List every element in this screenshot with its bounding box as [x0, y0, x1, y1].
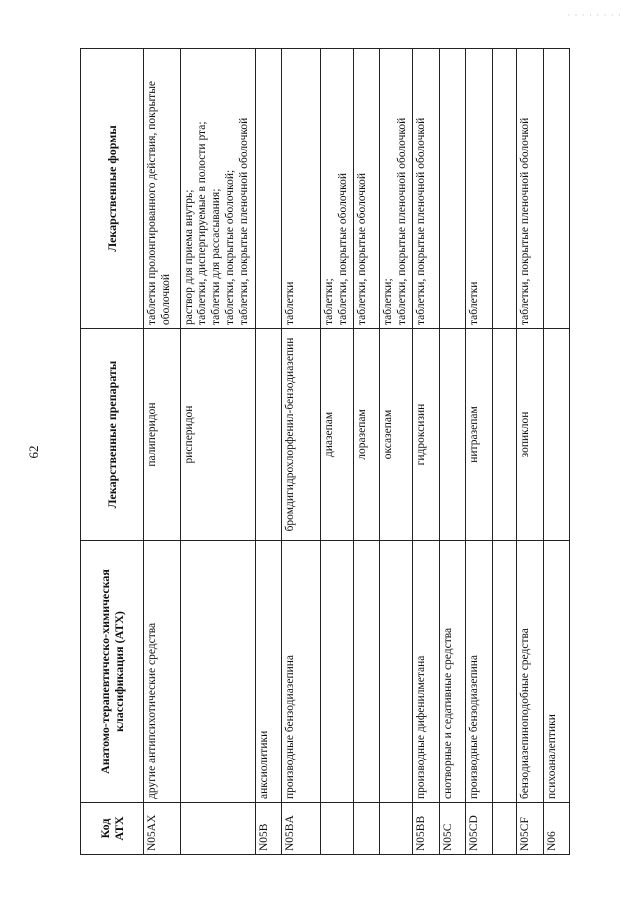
cell-forms — [144, 49, 181, 329]
dosage-form: таблетки — [468, 281, 481, 325]
table-row — [255, 49, 281, 855]
cell-classification: другие антипсихотические средства — [144, 541, 181, 803]
cell-classification — [353, 541, 379, 803]
cell-drug: оксазепам — [380, 329, 413, 541]
table-row — [543, 49, 569, 855]
cell-classification — [320, 541, 353, 803]
cell-forms — [413, 49, 439, 329]
cell-forms — [380, 49, 413, 329]
cell-forms — [180, 49, 255, 329]
cell-forms — [320, 49, 353, 329]
scan-mark: · · · · · · · · — [567, 10, 622, 20]
dosage-form: таблетки; — [322, 278, 335, 325]
cell-forms — [353, 49, 379, 329]
cell-classification: бензодиазепиноподобные средства — [517, 541, 543, 803]
table-row — [492, 49, 516, 855]
header-drugs: Лекарственные препараты — [81, 329, 144, 541]
cell-forms — [255, 49, 281, 329]
table-body — [144, 49, 570, 855]
cell-code: N05CF — [517, 803, 543, 855]
cell-code — [380, 803, 413, 855]
rotated-page — [80, 49, 570, 855]
cell-classification: производные бензодиазепина — [466, 541, 492, 803]
table-header-row — [81, 49, 144, 855]
atc-table — [80, 48, 570, 855]
dosage-form: таблетки для рассасывания; — [210, 188, 223, 325]
cell-drug — [492, 329, 516, 541]
cell-forms — [492, 49, 516, 329]
table-row — [180, 49, 255, 855]
cell-drug: бромдигидрохлорфенил-бензодиазепин — [282, 329, 321, 541]
dosage-form: таблетки, покрытые пленочной оболочкой — [396, 117, 409, 325]
table-row — [144, 49, 181, 855]
cell-classification — [180, 541, 255, 803]
header-code: Код АТХ — [81, 803, 144, 855]
dosage-form: таблетки, покрытые оболочкой — [355, 173, 368, 325]
cell-code: N05BB — [413, 803, 439, 855]
dosage-form: таблетки, покрытые оболочкой; — [223, 169, 236, 325]
cell-code — [320, 803, 353, 855]
cell-forms — [466, 49, 492, 329]
cell-drug: зопиклон — [517, 329, 543, 541]
dosage-form: таблетки; — [382, 278, 395, 325]
dosage-form: таблетки, покрытые пленочной оболочкой — [415, 117, 428, 325]
cell-code: N05BA — [282, 803, 321, 855]
cell-code — [492, 803, 516, 855]
table-row — [439, 49, 465, 855]
cell-classification: психоаналептики — [543, 541, 569, 803]
cell-drug: диазепам — [320, 329, 353, 541]
dosage-form: таблетки, покрытые пленочной оболочкой — [519, 117, 532, 325]
table-row — [466, 49, 492, 855]
cell-forms — [282, 49, 321, 329]
cell-classification: производные дифенилметана — [413, 541, 439, 803]
cell-code: N05B — [255, 803, 281, 855]
cell-drug: нитразепам — [466, 329, 492, 541]
cell-drug: гидроксизин — [413, 329, 439, 541]
table-row — [413, 49, 439, 855]
dosage-form: таблетки, покрытые пленочной оболочкой — [237, 117, 250, 325]
cell-classification: снотворные и седативные средства — [439, 541, 465, 803]
dosage-form: таблетки — [284, 281, 297, 325]
cell-forms — [517, 49, 543, 329]
cell-code: N05C — [439, 803, 465, 855]
table-row — [517, 49, 543, 855]
cell-code — [180, 803, 255, 855]
dosage-form: раствор для приема внутрь; — [182, 189, 195, 325]
cell-code: N05CD — [466, 803, 492, 855]
cell-code: N06 — [543, 803, 569, 855]
cell-code: N05AX — [144, 803, 181, 855]
header-forms: Лекарственные формы — [81, 49, 144, 329]
cell-drug — [255, 329, 281, 541]
dosage-form: таблетки, диспергируемые в полости рта; — [196, 121, 209, 325]
table-row — [282, 49, 321, 855]
dosage-form: таблетки пролонгированного действия, покрытые оболочкой — [146, 80, 172, 325]
dosage-form: таблетки, покрытые оболочкой — [336, 173, 349, 325]
table-row — [380, 49, 413, 855]
cell-classification — [492, 541, 516, 803]
cell-forms — [543, 49, 569, 329]
table-row — [353, 49, 379, 855]
cell-code — [353, 803, 379, 855]
cell-forms — [439, 49, 465, 329]
cell-classification — [380, 541, 413, 803]
header-classification: Анатомо-терапевтическо-химическая классификация (АТХ) — [81, 541, 144, 803]
page-number: 62 — [26, 445, 41, 459]
cell-drug — [439, 329, 465, 541]
cell-classification: анксиолитики — [255, 541, 281, 803]
cell-drug: палиперидон — [144, 329, 181, 541]
cell-drug — [543, 329, 569, 541]
table-row — [320, 49, 353, 855]
cell-classification: производные бензодиазепина — [282, 541, 321, 803]
cell-drug: рисперидон — [180, 329, 255, 541]
cell-drug: лоразепам — [353, 329, 379, 541]
